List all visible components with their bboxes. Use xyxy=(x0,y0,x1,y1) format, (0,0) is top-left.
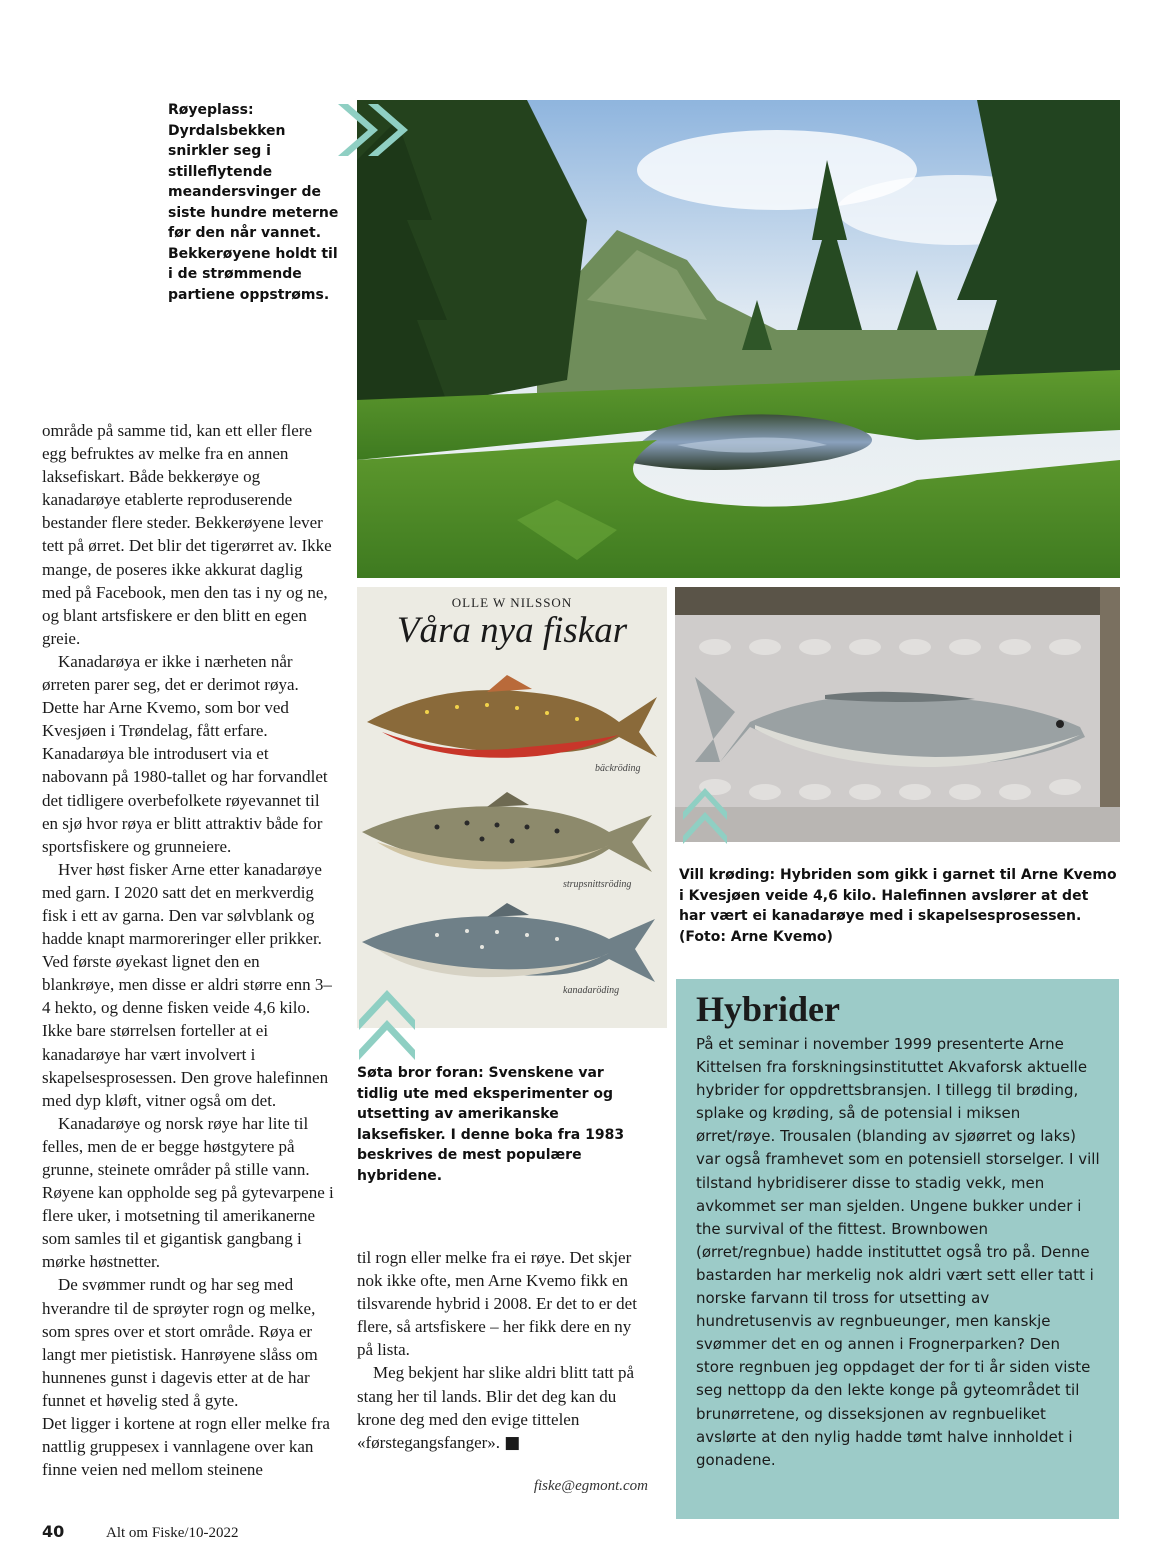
book-cover-photo xyxy=(357,587,667,1028)
page-footer xyxy=(42,1522,239,1542)
caption-lead: Søta bror foran: xyxy=(357,1065,484,1081)
fish-photo xyxy=(675,587,1120,842)
caption-text: Hybriden som gikk i garnet til Arne Kvemo i Kvesjøen veide 4,6 kilo. Halefinnen avslører at det har vært ei kanadarøye med i skapelsesprosessen. (Foto: Arne Kvemo) xyxy=(679,867,1117,945)
article-column-left xyxy=(42,419,334,1481)
factbox-title: Hybrider xyxy=(696,989,840,1029)
paragraph: De svømmer rundt og har seg med hverandre til de sprøyter rogn og melke, som spres over et stort område. Røya er langt mer pietistisk. Hanrøyene slåss om hunnenes gunst i dagevis etter at de har funnet et høvelig sted å gyte. xyxy=(42,1275,318,1410)
caption-fish xyxy=(679,865,1119,947)
paragraph: Kanadarøye og norsk røye har lite til felles, men de er begge høstgytere på grunne, steinete områder på stille vann. Røyene kan oppholde seg på gytevarpene i flere uker, i motsetning til amerikanerne som samles til et gigantisk gangbang i mørke høstnetter. xyxy=(42,1113,334,1272)
hybrid-fish-image xyxy=(675,587,1120,842)
brook-trout-illustration xyxy=(367,675,657,758)
page-number: 40 xyxy=(42,1522,65,1541)
landscape-image xyxy=(357,100,1120,578)
author-email: fiske@egmont.com xyxy=(533,1478,648,1494)
fish-illustrations xyxy=(357,587,667,1028)
end-mark: ■ xyxy=(504,1432,521,1453)
caption-lead: Vill krøding: xyxy=(679,867,776,883)
caption-book xyxy=(357,1063,647,1186)
book-label-2: strupsnittsröding xyxy=(563,879,632,890)
caption-text: Svenskene var tidlig ute med eksperimenter og utsetting av amerikanske laksefisker. I denne boka fra 1983 beskrives de mest populære hybridene. xyxy=(357,1065,625,1184)
caption-lead: Røyeplass: xyxy=(168,102,254,118)
paragraph: til rogn eller melke fra ei røye. Det skjer nok ikke ofte, men Arne Kvemo fikk en tilsvarende hybrid i 2008. Er det to er det flere, så artsfiskere – her fikk dere en ny på lista. xyxy=(357,1248,637,1360)
chevron-right-icon xyxy=(334,102,414,158)
paragraph: Kanadarøya er ikke i nærheten når ørreten parer seg, det er derimot røya. Dette har Arne Kvemo, som bor ved Kvesjøen i Trøndelag, fått erfare. Kanadarøya ble introdusert via et nabovann på 1980-tallet og har forvandlet det tidligere overbefolkete røyevannet til en sjø hvor røya er blitt attraktiv både for sportsfiskere og grunneiere. xyxy=(42,651,328,856)
landscape-photo xyxy=(357,100,1120,578)
splake-illustration xyxy=(362,792,652,872)
paragraph: Hver høst fisker Arne etter kanadarøye med garn. I 2020 satt det en merkverdig fisk i ett av garna. Den var sølvblank og hadde knapt marmoreringer eller prikker. Ved første øyekast lignet den en blankrøye, men disse er aldri større enn 3–4 hekto, og denne fisken veide 4,6 kilo. Ikke bare størrelsen forteller at ei kanadarøye har vært involvert i skapelsesprosessen. Den grove halefinnen med dyp kløft, vitner også om det. xyxy=(42,859,332,1110)
book-label-3: kanadaröding xyxy=(563,985,620,996)
article-column-middle xyxy=(357,1246,647,1455)
caption-landscape xyxy=(168,100,340,305)
paragraph-text: Meg bekjent har slike aldri blitt tatt på stang her til lands. Blir det deg kan du krone deg med den evige tittelen «førstegangsfanger». xyxy=(357,1363,635,1452)
paragraph: område på samme tid, kan ett eller flere egg befruktes av melke fra en annen laksefiskart. Både bekkerøye og kanadarøye etablerte reproduserende bestander flere steder. Bekkerøyene lever tett på ørret. Det blir det tigerørret av. Ikke mange, de poseres ikke akkurat daglig med på Facebook, men den tas i ny og ne, og blant artsfiskere er den blitt en egen greie. xyxy=(42,421,332,648)
caption-text: Dyrdalsbekken snirkler seg i stilleflytende meandersvinger de siste hundre meterne før den når vannet. Bekkerøyene holdt til i de strømmende partiene oppstrøms. xyxy=(168,122,339,303)
magazine-issue: Alt om Fiske/10-2022 xyxy=(106,1525,239,1541)
paragraph: Det ligger i kortene at rogn eller melke fra nattlig gruppesex i vannlagene over kan finne veien ned mellom steinene xyxy=(42,1414,330,1480)
factbox-text: På et seminar i november 1999 presenterte Arne Kittelsen fra forskningsinstituttet Akvaforsk aktuelle hybrider for oppdrettsbransjen. I tillegg til brøding, splake og krøding, så de potensial i miksen ørret/røye. Trousalen (blanding av sjøørret og laks) var også framhevet som en potensiell storselger. I vill tilstand hybridiserer disse to stadig vekk, men avkommet ser man sjelden. Ungene bukker under i the survival of the fittest. Brownbowen (ørret/regnbue) hadde instituttet også tro på. Denne bastarden har merkelig nok aldri vært sett eller tatt i norske farvann til tross for utsetting av hundretusenvis av regnbueunger, men kanskje svømmer det en og annen i Frognerparken? Den store regnbuen jeg oppdaget der for ti år siden viste seg nettopp da den lekte konge på gyteområdet til brunørretene, og disseksjonen av regnbueliket avslørte at den nylig hadde tømt halve innholdet i gonadene. xyxy=(696,1035,1100,1469)
book-label-1: bäckröding xyxy=(595,763,641,774)
book-title: Våra nya fiskar xyxy=(396,610,628,651)
factbox-hybrider xyxy=(676,979,1119,1519)
paragraph xyxy=(357,1361,647,1454)
book-author: OLLE W NILSSON xyxy=(451,595,573,610)
chevron-up-icon xyxy=(357,984,417,1060)
chevron-up-icon xyxy=(681,784,729,844)
lake-trout-illustration xyxy=(362,903,655,982)
